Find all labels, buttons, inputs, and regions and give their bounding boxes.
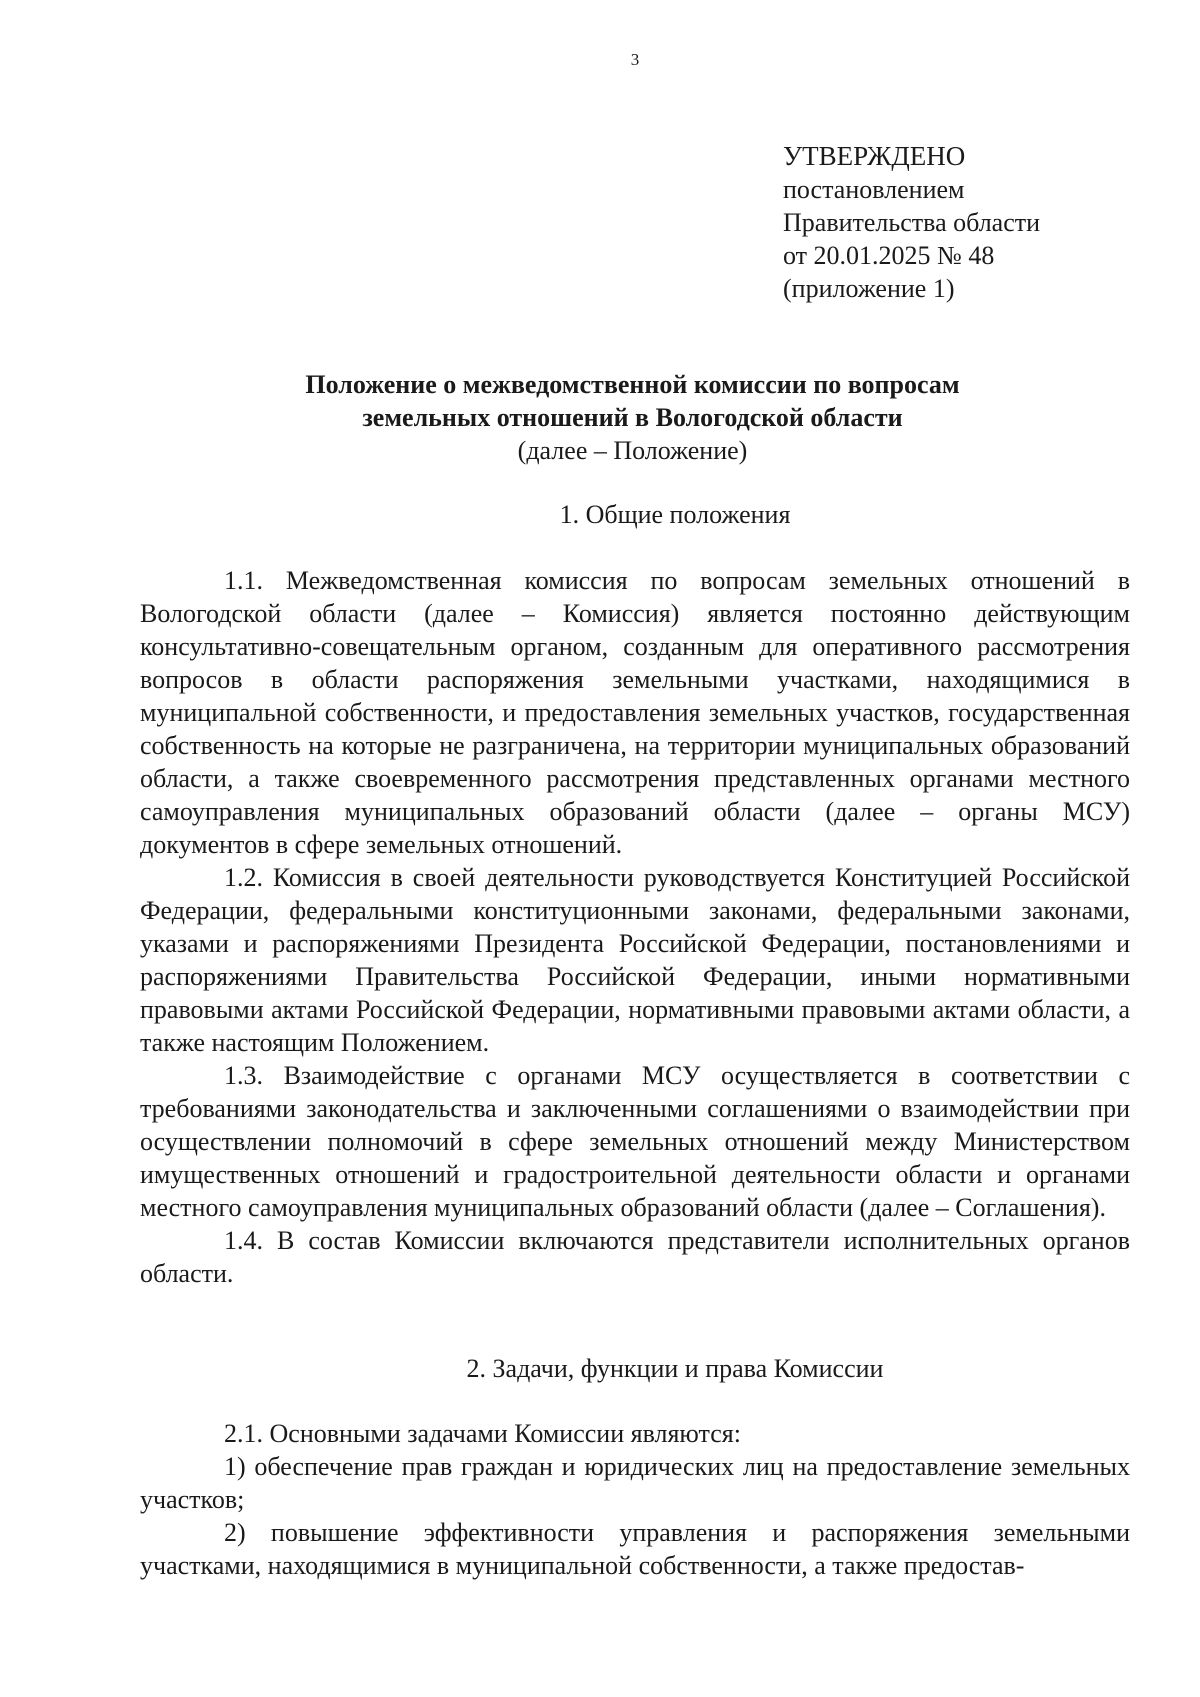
paragraph: 1.1. Межведомственная комиссия по вопросам земельных отношений в Вологодской области (далее – Комиссия) является постоянно действующим консультативно-совещательным органом, созданным для оперативного рассмотрения вопросов в области распоряжения земельными участками, находящимися в муниципальной собственности, и предоставления земельных участков, государственная собственность на которые не разграничена, на территории муниципальных образований области, а также своевременного рассмотрения представленных органами местного самоуправления муниципальных образований области (далее – органы МСУ) документов в сфере земельных отношений. bbox=[140, 566, 1130, 859]
title-line: Положение о межведомственной комиссии по вопросам bbox=[305, 370, 960, 399]
paragraph: 2) повышение эффективности управления и распоряжения земельными участками, находящимися в муниципальной собственности, а также предостав- bbox=[140, 1518, 1130, 1580]
paragraph: 1) обеспечение прав граждан и юридических лиц на предоставление земельных участков; bbox=[140, 1452, 1130, 1514]
document-title bbox=[0, 368, 1200, 467]
approval-appendix: (приложение 1) bbox=[783, 274, 955, 303]
paragraph: 2.1. Основными задачами Комиссии являются: bbox=[224, 1419, 741, 1448]
title-subtitle: (далее – Положение) bbox=[517, 436, 748, 465]
page-number: 3 bbox=[630, 50, 640, 69]
approval-line: Правительства области bbox=[783, 208, 1041, 237]
approval-line: постановлением bbox=[783, 175, 965, 204]
title-line: земельных отношений в Вологодской области bbox=[362, 403, 903, 432]
section-body-2 bbox=[140, 1417, 1130, 1582]
approval-heading: УТВЕРЖДЕНО bbox=[783, 141, 966, 171]
section-heading-2: 2. Задачи, функции и права Комиссии bbox=[466, 1354, 884, 1383]
paragraph: 1.2. Комиссия в своей деятельности руководствуется Конституцией Российской Федерации, федеральными конституционными законами, федеральными законами, указами и распоряжениями Президента Российской Федерации, постановлениями и распоряжениями Правительства Российской Федерации, иными нормативными правовыми актами Российской Федерации, нормативными правовыми актами области, а также настоящим Положением. bbox=[140, 863, 1130, 1057]
section-heading-1: 1. Общие положения bbox=[559, 500, 791, 529]
section-body-1 bbox=[140, 564, 1130, 1290]
approval-date-number: от 20.01.2025 № 48 bbox=[783, 241, 995, 270]
approval-stamp bbox=[783, 140, 1040, 305]
paragraph: 1.3. Взаимодействие с органами МСУ осуществляется в соответствии с требованиями законодательства и заключенными соглашениями о взаимодействии при осуществлении полномочий в сфере земельных отношений между Министерством имущественных отношений и градостроительной деятельности области и органами местного самоуправления муниципальных образований области (далее – Соглашения). bbox=[140, 1061, 1130, 1222]
paragraph: 1.4. В состав Комиссии включаются представители исполнительных органов области. bbox=[140, 1226, 1130, 1288]
